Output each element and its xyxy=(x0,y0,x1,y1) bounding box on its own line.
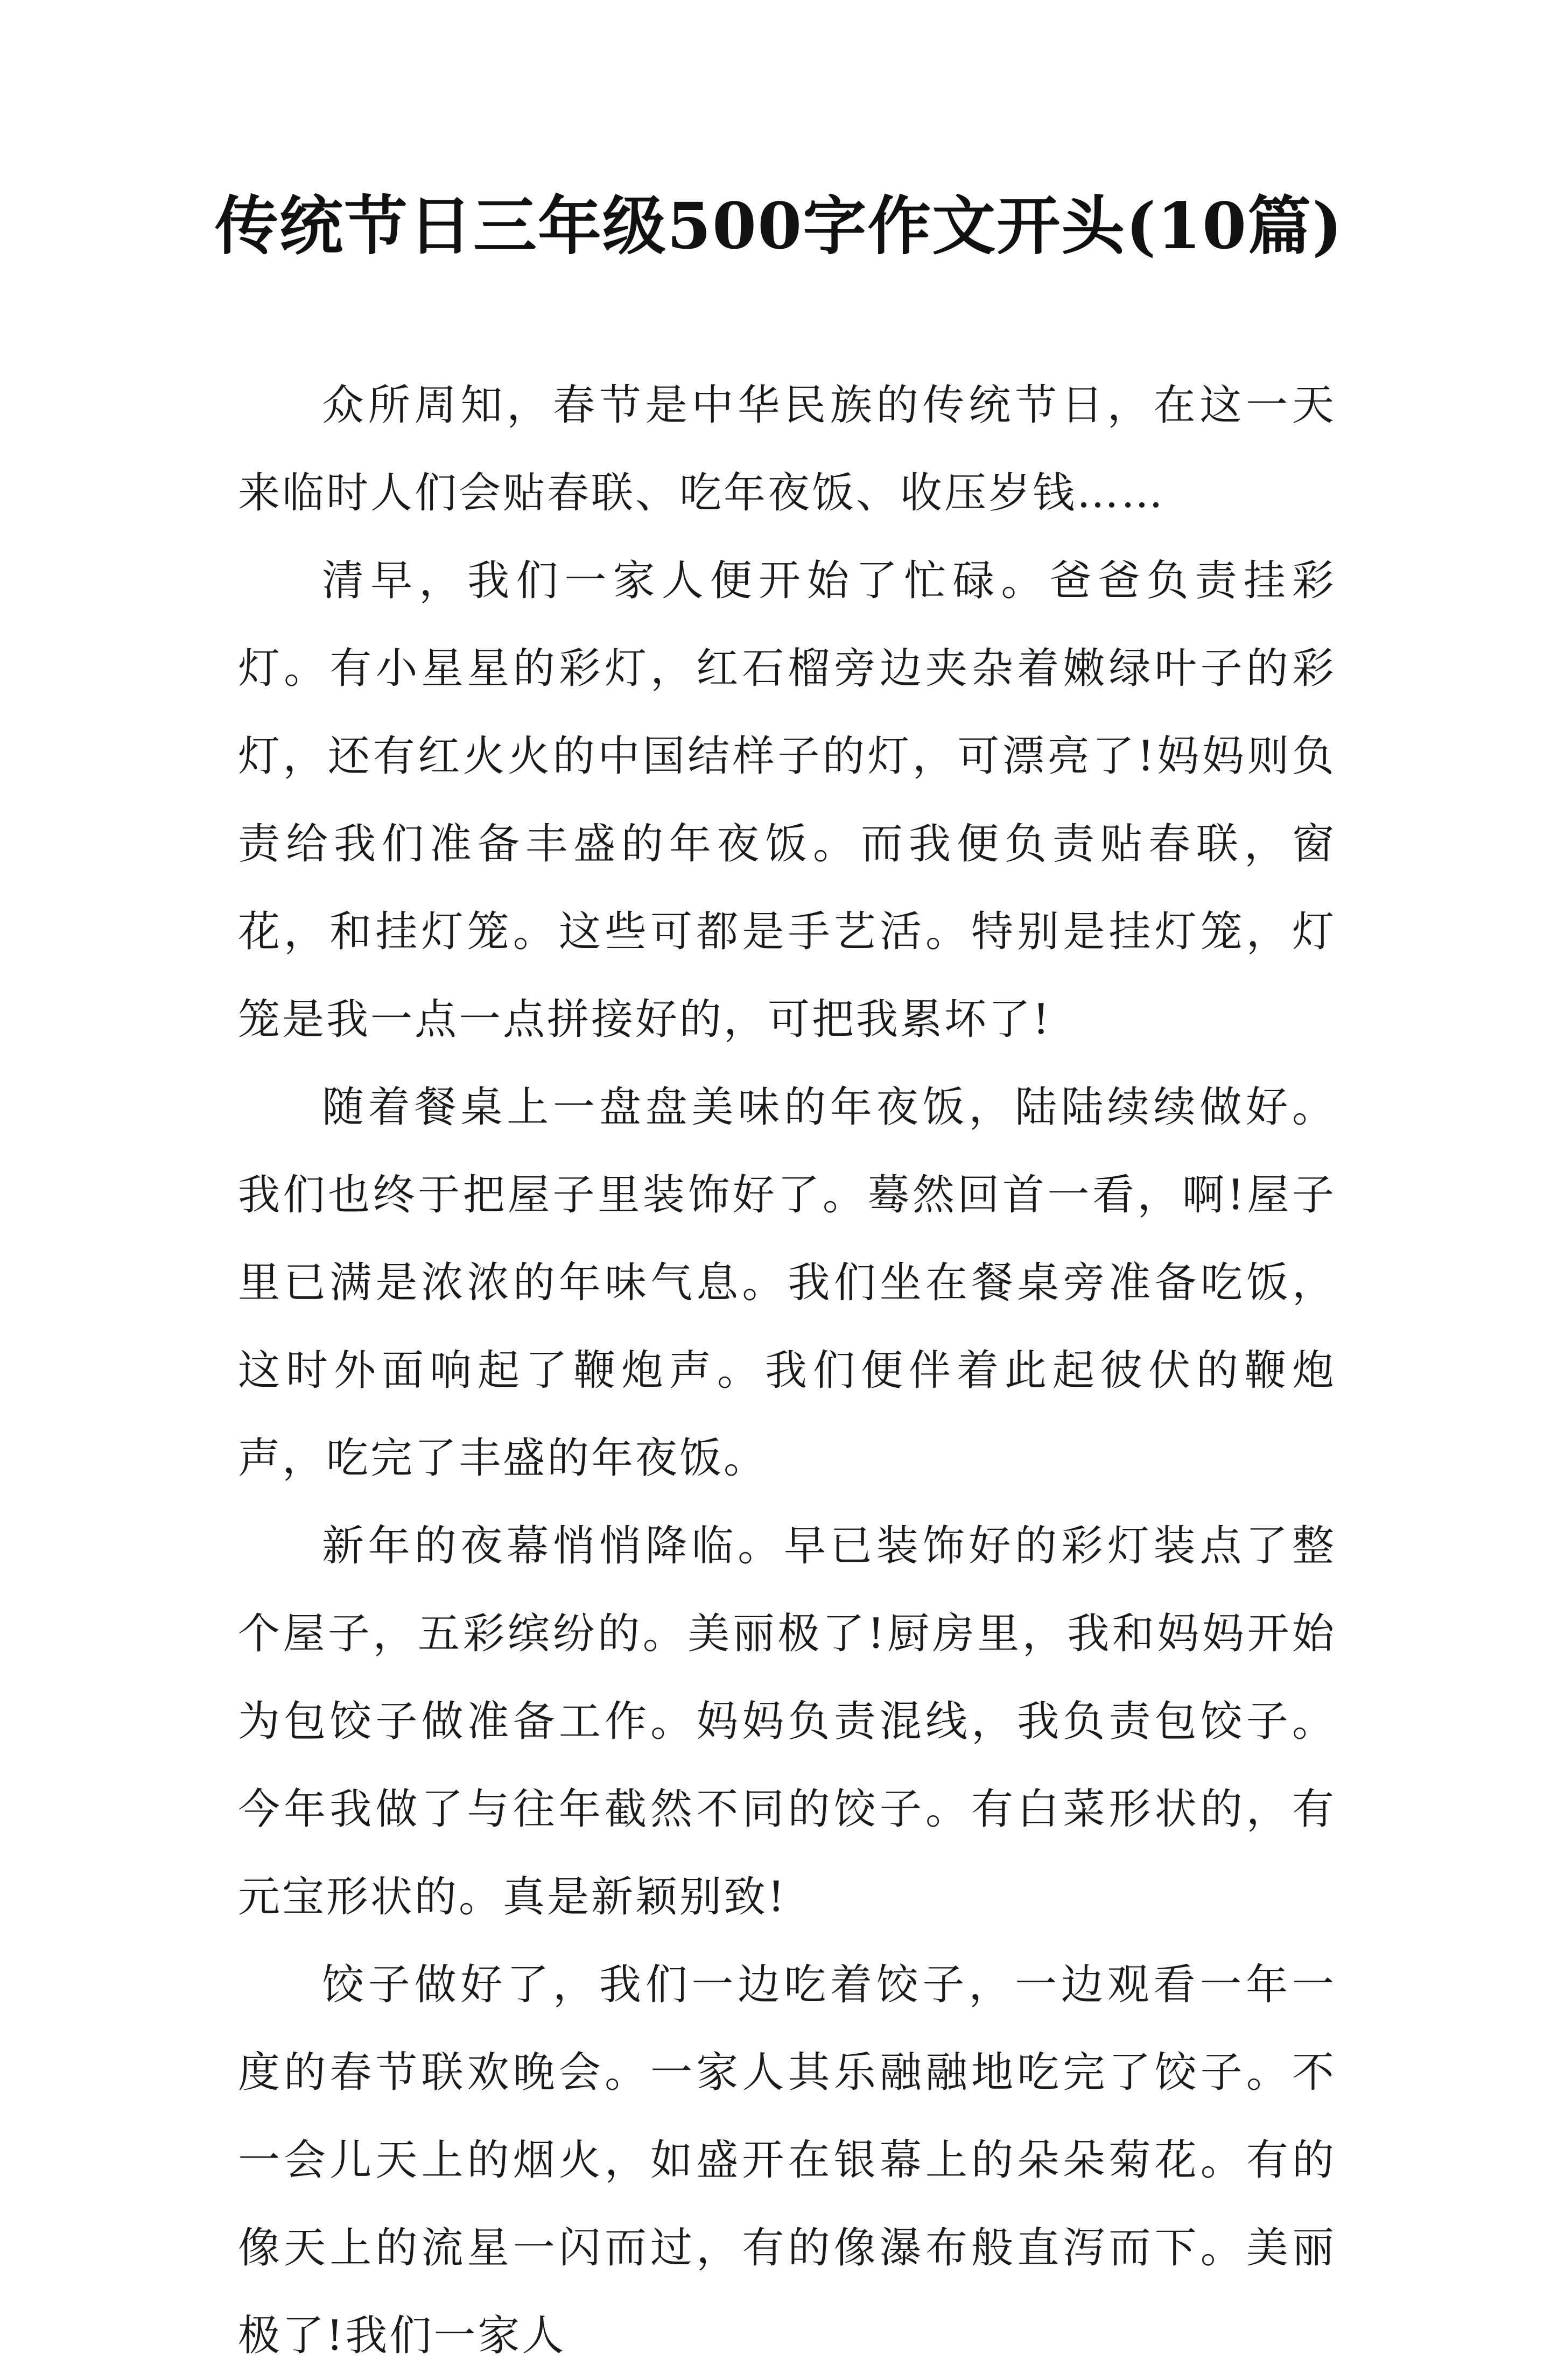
document-title: 传统节日三年级500字作文开头(10篇) xyxy=(214,188,1344,263)
paragraph-2: 清早，我们一家人便开始了忙碌。爸爸负责挂彩灯。有小星星的彩灯，红石榴旁边夹杂着嫩绿叶子的彩灯，还有红火火的中国结样子的灯，可漂亮了!妈妈则负责给我们准备丰盛的年夜饭。而我便负责贴春联，窗花，和挂灯笼。这些可都是手艺活。特别是挂灯笼，灯笼是我一点一点拼接好的，可把我累坏了! xyxy=(238,557,1336,1044)
paragraph-1: 众所周知，春节是中华民族的传统节日，在这一天来临时人们会贴春联、吃年夜饭、收压岁钱…… xyxy=(238,381,1336,517)
paragraph-4: 新年的夜幕悄悄降临。早已装饰好的彩灯装点了整个屋子，五彩缤纷的。美丽极了!厨房里，我和妈妈开始为包饺子做准备工作。妈妈负责混线，我负责包饺子。今年我做了与往年截然不同的饺子。有白菜形状的，有元宝形状的。真是新颖别致! xyxy=(238,1522,1336,1921)
document-body xyxy=(238,362,1336,2380)
paragraph-5: 饺子做好了，我们一边吃着饺子，一边观看一年一度的春节联欢晚会。一家人其乐融融地吃完了饺子。不一会儿天上的烟火，如盛开在银幕上的朵朵菊花。有的像天上的流星一闪而过，有的像瀑布般直泻而下。美丽极了!我们一家人 xyxy=(238,1961,1336,2360)
paragraph-3: 随着餐桌上一盘盘美味的年夜饭，陆陆续续做好。我们也终于把屋子里装饰好了。蓦然回首一看，啊!屋子里已满是浓浓的年味气息。我们坐在餐桌旁准备吃饭，这时外面响起了鞭炮声。我们便伴着此起彼伏的鞭炮声，吃完了丰盛的年夜饭。 xyxy=(238,1083,1336,1483)
